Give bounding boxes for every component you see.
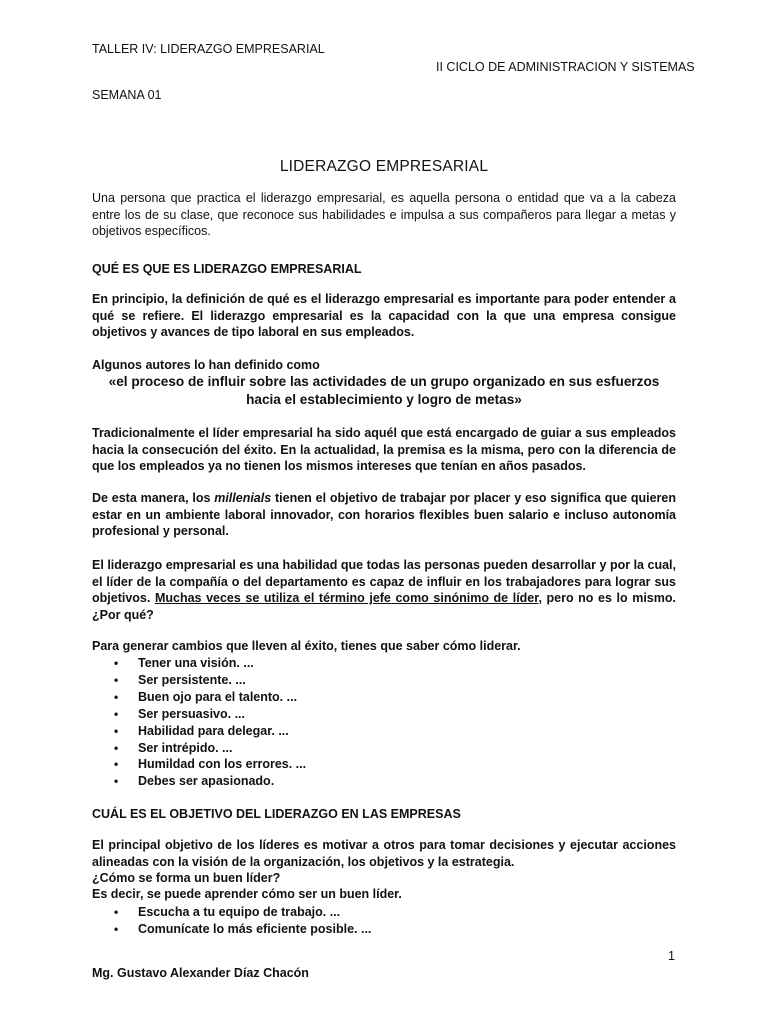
list-item: • Comunícate lo más eficiente posible. ... — [92, 921, 676, 938]
definition-quote: «el proceso de influir sobre las actividades de un grupo organizado en sus esfuerzos hacia el establecimiento y logro de metas» — [108, 374, 660, 407]
leadership-lead-in: Para generar cambios que lleven al éxito, tienes que saber cómo liderar. — [92, 639, 521, 653]
good-leader-list — [92, 904, 676, 938]
section2-paragraph-1: El principal objetivo de los líderes es motivar a otros para tomar decisiones y ejecutar acciones alineadas con la visión de la organización, los objetivos y la estrategia. — [92, 838, 676, 869]
list-item: • Tener una visión. ... — [92, 655, 676, 672]
section1-heading: QUÉ ES QUE ES LIDERAZGO EMPRESARIAL — [92, 262, 362, 276]
section1-paragraph-4 — [92, 557, 676, 623]
authors-line: Algunos autores lo han definido como — [92, 358, 320, 372]
list-item: • Ser persuasivo. ... — [92, 706, 676, 723]
list-item: • Buen ojo para el talento. ... — [92, 689, 676, 706]
list-item: • Debes ser apasionado. — [92, 773, 676, 790]
list-item: • Ser persistente. ... — [92, 672, 676, 689]
section1-paragraph-1: En principio, la definición de qué es el liderazgo empresarial es importante para poder entender a qué se refiere. El liderazgo empresarial es la capacidad con la que una empresa consigue objetivos y avances de tipo laboral en sus empleados. — [92, 292, 676, 340]
cycle-label: II CICLO DE ADMINISTRACION Y SISTEMAS — [436, 60, 695, 74]
intro-paragraph: Una persona que practica el liderazgo empresarial, es aquella persona o entidad que va a la cabeza entre los de su clase, que reconoce sus habilidades e impulsa a sus compañeros para llegar a metas y objetivos específicos. — [92, 191, 676, 239]
page-number: 1 — [668, 949, 675, 963]
author-footer: Mg. Gustavo Alexander Díaz Chacón — [92, 966, 309, 980]
para4-text-a: El liderazgo empresarial es una habilidad que todas las personas pueden desarrollar y por la cual, el líder de la compañía o del departamento es capaz de influir en los trabajadores para lograr sus objetivos. — [92, 558, 676, 606]
list-item: • Humildad con los errores. ... — [92, 756, 676, 773]
list-item: • Habilidad para delegar. ... — [92, 723, 676, 740]
list-item: • Escucha a tu equipo de trabajo. ... — [92, 904, 676, 921]
leadership-traits-list — [92, 655, 676, 790]
para4-text-b: , pero no es lo mismo. ¿Por qué? — [92, 591, 676, 622]
para3-text-b: tienen el objetivo de trabajar por placer y eso significa que quieren estar en un ambiente laboral innovador, con horarios flexibles buen salario e incluso autonomía profesional y personal. — [92, 491, 676, 539]
good-leader-question: ¿Cómo se forma un buen líder? — [92, 871, 281, 885]
para3-text-a: De esta manera, los — [92, 491, 215, 505]
good-leader-answer: Es decir, se puede aprender cómo ser un buen líder. — [92, 887, 402, 901]
page-title: LIDERAZGO EMPRESARIAL — [279, 158, 489, 175]
list-item: • Ser intrépido. ... — [92, 740, 676, 757]
course-title: TALLER IV: LIDERAZGO EMPRESARIAL — [92, 42, 325, 56]
section2-heading: CUÁL ES EL OBJETIVO DEL LIDERAZGO EN LAS EMPRESAS — [92, 807, 461, 821]
week-label: SEMANA 01 — [92, 88, 162, 102]
millenials-term: millenials — [214, 491, 272, 505]
section1-paragraph-2: Tradicionalmente el líder empresarial ha sido aquél que está encargado de guiar a sus empleados hacia la consecución del éxito. En la actualidad, la premisa es la misma, pero con la diferencia de que los empleados ya no tienen los mismos intereses que tenían en años pasados. — [92, 426, 676, 474]
para4-underlined: Muchas veces se utiliza el término jefe como sinónimo de líder — [154, 591, 539, 606]
section1-paragraph-3 — [92, 490, 676, 540]
